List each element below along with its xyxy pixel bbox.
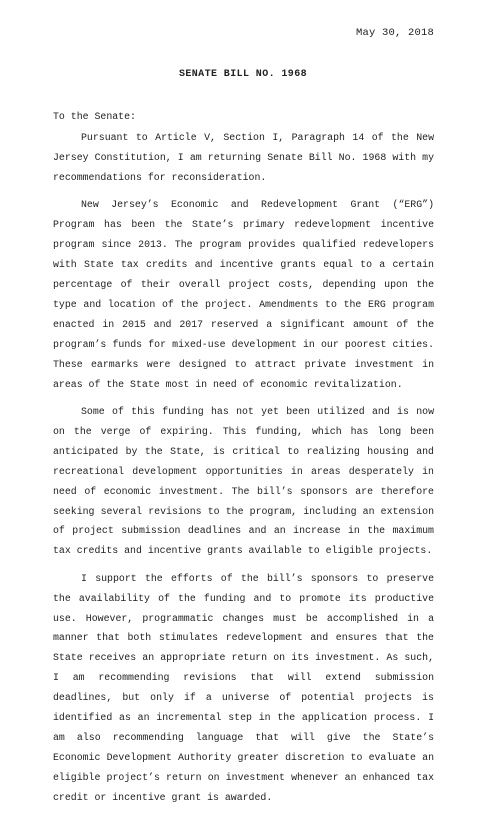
document-date: May 30, 2018 [355, 27, 434, 39]
document-body [53, 107, 434, 815]
paragraph-4: I support the efforts of the bill’s sponsors to preserve the availability of the funding and to promote its productive use. However, programmatic changes must be accomplished in a manner that both stimulates redevelopment and ensures that the State receives an appropriate return on its investment. As such, I am recommending revisions that will extend submission deadlines, but only if a universe of potential projects is identified as an incremental step in the application process. I am also recommending language that will give the State’s Economic Development Authority greater discretion to evaluate an eligible project’s return on investment whenever an enhanced tax credit or incentive grant is awarded. [53, 572, 434, 803]
salutation: To the Senate: [53, 111, 136, 122]
document-title: SENATE BILL NO. 1968 [178, 69, 308, 80]
paragraph-3: Some of this funding has not yet been utilized and is now on the verge of expiring. This funding, which has long been anticipated by the State, is critical to realizing housing and recreational development opportunities in areas desperately in need of economic investment. The bill’s sponsors are therefore seeking several revisions to the program, including an extension of project submission deadlines and an increase in the maximum tax credits and incentive grants available to eligible projects. [53, 405, 434, 557]
paragraph-1: Pursuant to Article V, Section I, Paragraph 14 of the New Jersey Constitution, I am returning Senate Bill No. 1968 with my recommendations for reconsideration. [53, 132, 434, 184]
paragraph-2: New Jersey’s Economic and Redevelopment Grant (“ERG”) Program has been the State’s primary redevelopment incentive program since 2013. The program provides qualified redevelopers with State tax credits and incentive grants equal to a certain percentage of their overall project costs, depending upon the type and location of the project. Amendments to the ERG program enacted in 2015 and 2017 reserved a significant amount of the program’s funds for mixed-use development in our poorest cities. These earmarks were designed to attract private investment in areas of the State most in need of economic revitalization. [53, 199, 434, 390]
